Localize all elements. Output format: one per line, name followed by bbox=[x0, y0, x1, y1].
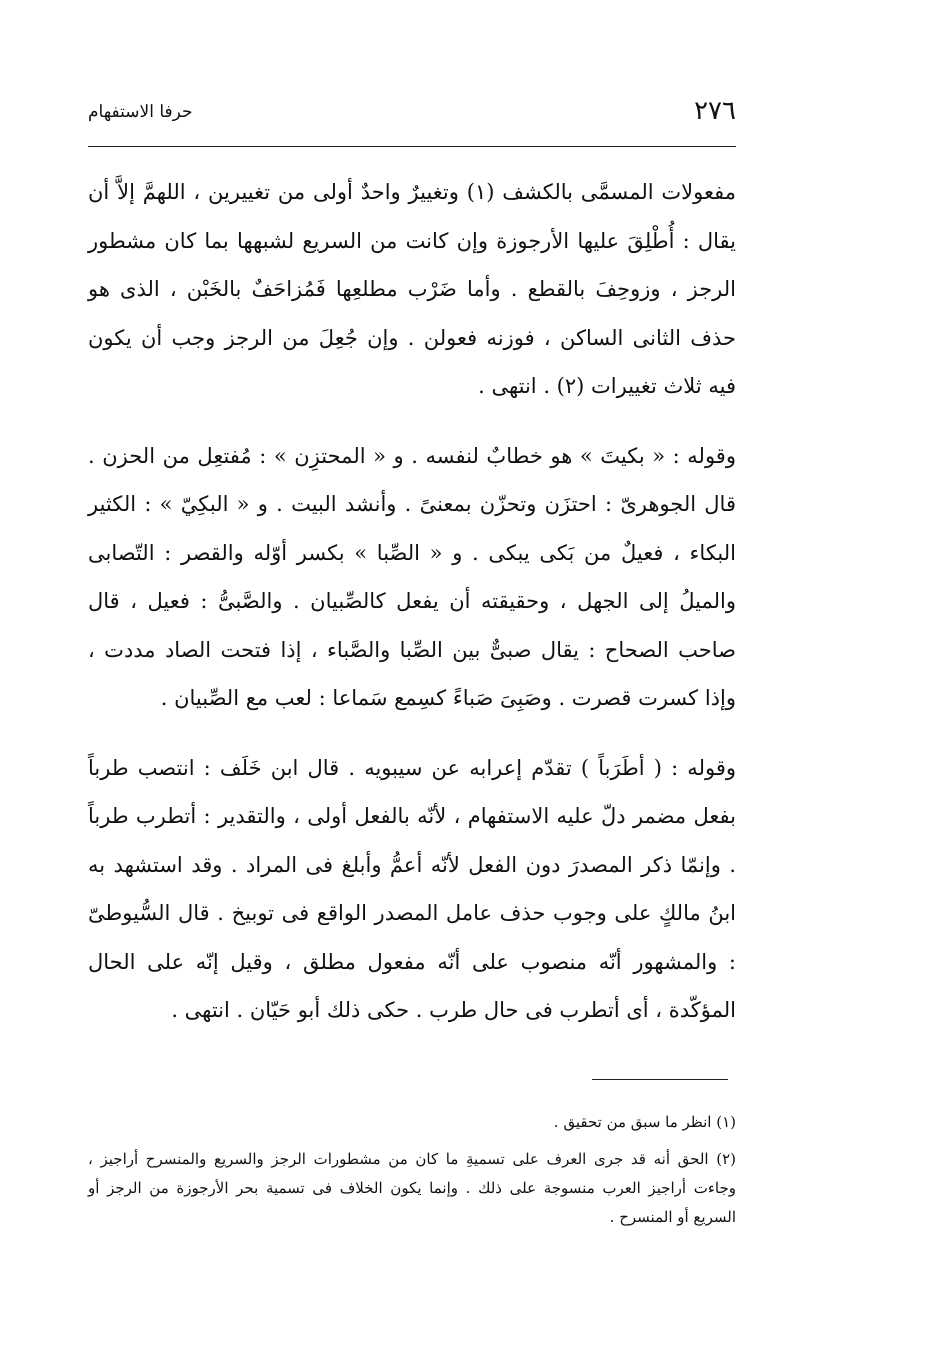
main-text bbox=[88, 168, 736, 1035]
footnote-rule bbox=[592, 1079, 728, 1080]
page-header bbox=[88, 96, 736, 132]
page-number: ٢٧٦ bbox=[694, 96, 736, 126]
paragraph-2: وقوله : « بكيتَ » هو خطابٌ لنفسه . و « المحتزِن » : مُفتعِل من الحزن . قال الجوهرىّ : احتزَن وتحزّن بمعنىً . وأنشد البيت . و « البكِيّ » : الكثير البكاء ، فعيلٌ من بَكى يبكى . و « الصِّبا » بكسر أوّله والقصر : التّصابى والميلُ إلى الجهل ، وحقيقته أن يفعل كالصِّبيان . والصَّبىُّ : فعيل ، قال صاحب الصحاح : يقال صبىٌّ بين الصِّبا والصَّباء ، إذا فتحت الصاد مددت ، وإذا كسرت قصرت . وصَبِىَ صَباءً كسِمع سَماعا : لعب مع الصِّبيان . bbox=[88, 443, 736, 710]
footnotes bbox=[88, 1108, 736, 1232]
header-rule bbox=[88, 146, 736, 147]
paragraph-3: وقوله : ( أطَرَباً ) تقدّم إعرابه عن سيبويه . قال ابن خَلَف : انتصب طرباً بفعل مضمر دلّ عليه الاستفهام ، لأنّه بالفعل أولى ، والتقدير : أتطرب طرباً . وإنمّا ذكر المصدرَ دون الفعل لأنّه أعمُّ وأبلغ فى المراد . وقد استشهد به ابنُ مالكٍ على وجوب حذف عامل المصدر الواقع فى توبيخ . قال السُّيوطىّ : والمشهور أنّه منصوب على أنّه مفعول مطلق ، وقيل إنّه على الحال المؤكّدة ، أى أتطرب فى حال طرب . حكى ذلك أبو حَيّان . انتهى . bbox=[88, 755, 736, 1022]
paragraph-1: مفعولات المسمَّى بالكشف (١) وتغييرٌ واحدٌ أولى من تغييرين ، اللهمَّ إلاَّ أن يقال : أُطْلِقَ عليها الأرجوزة وإن كانت من السريع لشبهها بما كان مشطور الرجز ، وزوحِفَ بالقطع . وأما ضَرْب مطلعِها فَمُزاحَفٌ بالخَبْن ، الذى هو حذف الثانى الساكن ، فوزنه فعولن . وإن جُعِلَ من الرجز وجب أن يكون فيه ثلاث تغييرات (٢) . انتهى . bbox=[88, 180, 736, 398]
running-title: حرفا الاستفهام bbox=[88, 102, 193, 122]
footnote-1: (١) انظر ما سبق من تحقيق . bbox=[553, 1113, 736, 1131]
footnote-2: (٢) الحق أنه قد جرى العرف على تسميةِ ما كان من مشطورات الرجز والسريع والمنسرح أراجيز ، وجاءت أراجيز العرب منسوجة على ذلك . وإنما يكون الخلاف فى تسمية بحر الأرجوزة من الرجز أو السريع أو المنسرح . bbox=[88, 1150, 736, 1226]
